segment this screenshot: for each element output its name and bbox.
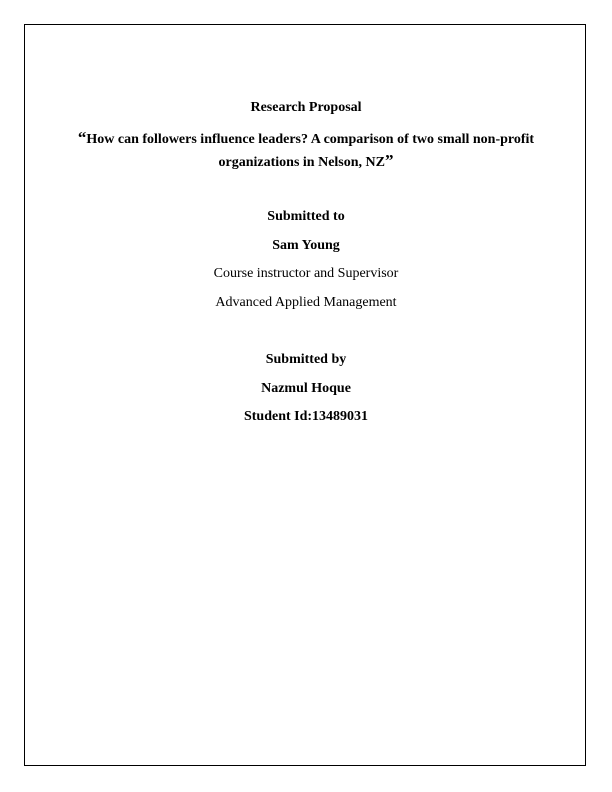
- proposal-title: [64, 127, 548, 173]
- student-id: Student Id:13489031: [243, 409, 369, 424]
- course-name: Advanced Applied Management: [215, 295, 397, 310]
- title-open-quote: “: [77, 128, 87, 147]
- title-text: How can followers influence leaders? A comparison of two small non-profit organizations in Nelson, NZ: [86, 132, 535, 170]
- title-close-quote: ”: [384, 151, 394, 170]
- instructor-role: Course instructor and Supervisor: [213, 266, 399, 281]
- submitted-to-label: Submitted to: [267, 209, 345, 224]
- instructor-name: Sam Young: [272, 238, 340, 253]
- submitted-by-label: Submitted by: [265, 352, 347, 367]
- student-name: Nazmul Hoque: [261, 381, 351, 396]
- document-heading: Research Proposal: [250, 100, 362, 115]
